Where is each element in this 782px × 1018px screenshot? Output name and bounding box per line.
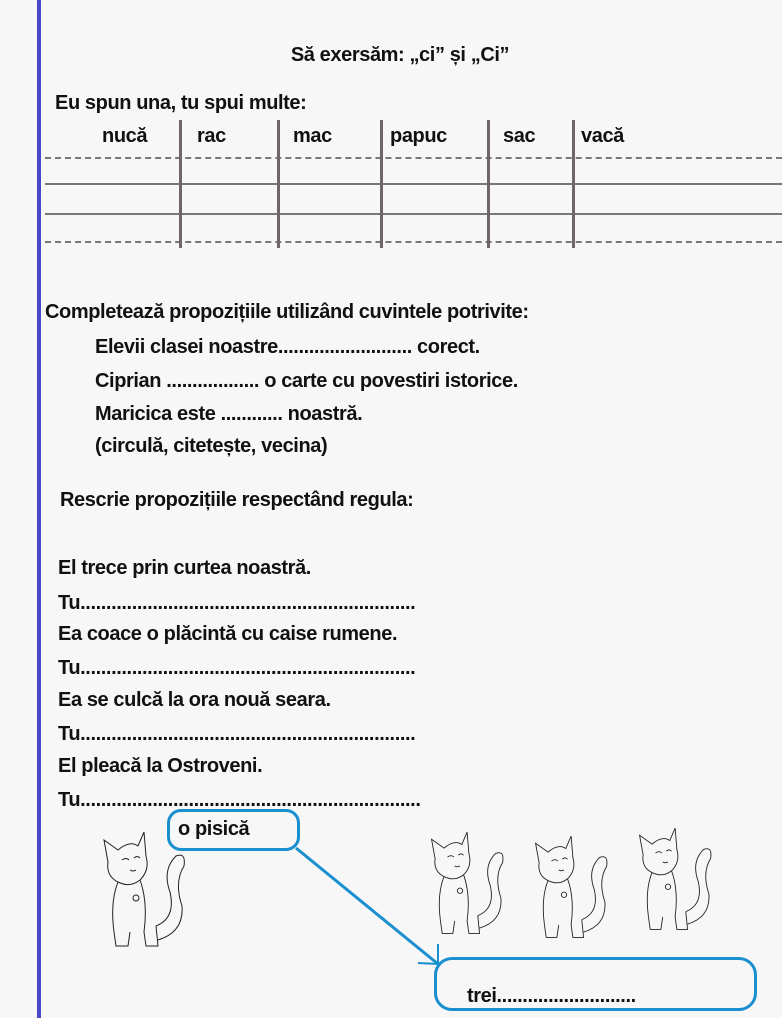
word-papuc: papuc bbox=[390, 125, 447, 147]
exercise3-sentence: Ea se culcă la ora nouă seara. bbox=[58, 689, 331, 711]
cat-illustration bbox=[100, 822, 190, 952]
exercise3-sentence: El pleacă la Ostroveni. bbox=[58, 755, 263, 777]
exercise2-sentence: Ciprian .................. o carte cu povestiri istorice. bbox=[95, 370, 518, 392]
word-sac: sac bbox=[503, 125, 536, 147]
exercise1-instruction: Eu spun una, tu spui multe: bbox=[55, 92, 307, 114]
word-nuca: nucă bbox=[102, 125, 148, 147]
plural-answer-box bbox=[434, 957, 757, 1011]
exercise3-answer-line: Tu................................................................. bbox=[58, 592, 416, 614]
exercise2-sentence: Maricica este ............ noastră. bbox=[95, 403, 363, 425]
plural-label: trei........................... bbox=[467, 985, 636, 1007]
word-rac: rac bbox=[197, 125, 226, 147]
exercise3-sentence: Ea coace o plăcintă cu caise rumene. bbox=[58, 623, 398, 645]
cat-illustration bbox=[428, 816, 508, 946]
page-title: Să exersăm: „ci” și „Ci” bbox=[290, 44, 510, 66]
exercise3-answer-line: Tu.................................................................. bbox=[58, 789, 421, 811]
cat-illustration bbox=[636, 812, 716, 942]
exercise2-word-options: (circulă, citetește, vecina) bbox=[95, 435, 328, 457]
exercise2-sentence: Elevii clasei noastre.......................... corect. bbox=[95, 336, 480, 358]
exercise3-sentence: El trece prin curtea noastră. bbox=[58, 557, 311, 579]
exercise2-instruction: Completează propozițiile utilizând cuvintele potrivite: bbox=[45, 301, 529, 323]
word-vaca: vacă bbox=[581, 125, 624, 147]
exercise3-instruction: Rescrie propozițiile respectând regula: bbox=[60, 489, 414, 511]
cat-illustration bbox=[532, 820, 612, 950]
exercise3-answer-line: Tu................................................................. bbox=[58, 723, 416, 745]
exercise3-answer-line: Tu................................................................. bbox=[58, 657, 416, 679]
singular-label: o pisică bbox=[178, 818, 250, 840]
word-mac: mac bbox=[293, 125, 332, 147]
